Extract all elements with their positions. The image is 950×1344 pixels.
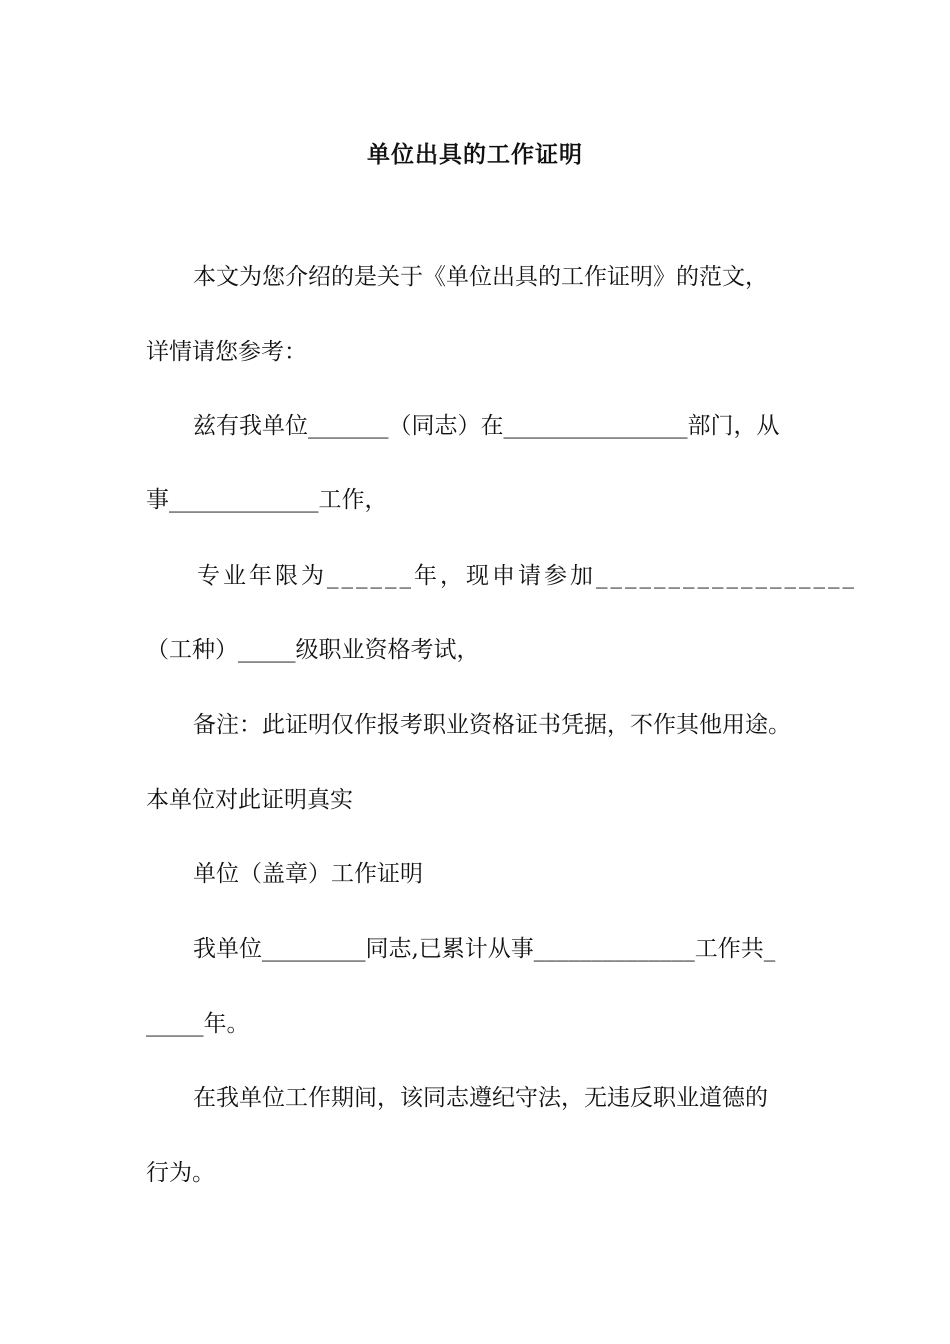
note-line-2: 本单位对此证明真实: [146, 787, 353, 813]
conduct-line-2: 行为。: [146, 1160, 215, 1186]
certificate-line-3: 专业年限为______年，现申请参加__________________: [197, 563, 857, 589]
intro-line-1: 本文为您介绍的是关于《单位出具的工作证明》的范文，: [193, 264, 768, 290]
document-title: 单位出具的工作证明: [367, 141, 583, 168]
certificate-line-4: （工种）_____级职业资格考试，: [146, 637, 480, 663]
certificate-line-1: 兹有我单位_______（同志）在________________部门，从: [193, 413, 780, 439]
intro-line-2: 详情请您参考：: [146, 339, 307, 365]
conduct-line-1: 在我单位工作期间，该同志遵纪守法，无违反职业道德的: [193, 1085, 768, 1111]
section-heading: 单位（盖章）工作证明: [193, 861, 423, 887]
note-line-1: 备注：此证明仅作报考职业资格证书凭据，不作其他用途。: [193, 712, 791, 738]
work-proof-line-1: 我单位_________同志,已累计从事______________工作共_: [193, 936, 776, 962]
work-proof-line-2: _____年。: [146, 1011, 250, 1037]
certificate-line-2: 事_____________工作，: [146, 487, 388, 513]
